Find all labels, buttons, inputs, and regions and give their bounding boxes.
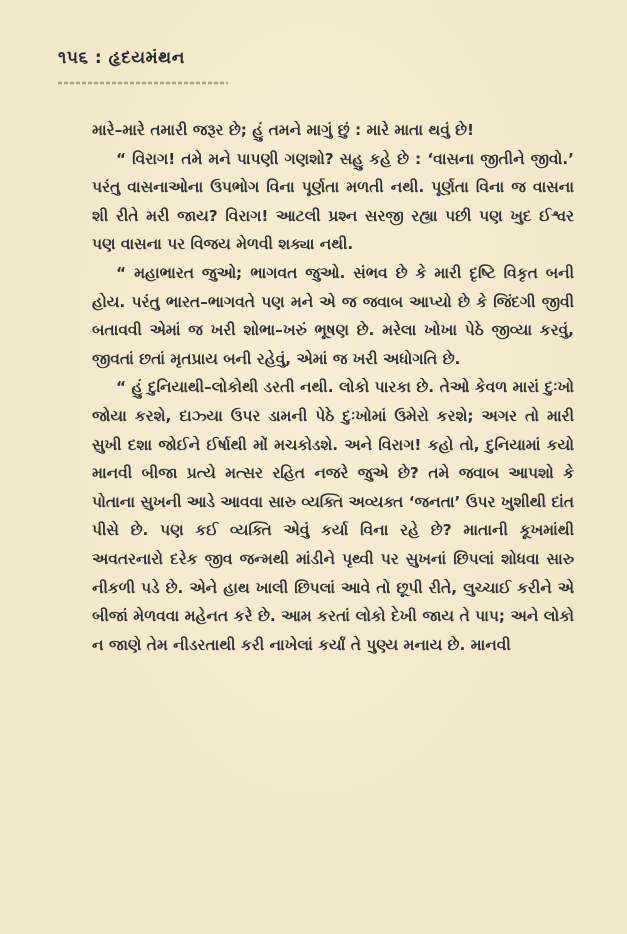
paragraph-4: “ હું દુનિયાથી–લોકોથી ડરતી નથી. લોકો પારકા છે. તેઓ કેવળ મારાં દુઃખો જોયા કરશે, દાઝ્યા ઉપર ડામની પેઠે દુઃખોમાં ઉમેરો કરશે; અગર તો મારી સુખી દશા જોઈને ઈર્ષાથી મોં મચકોડશે. અને વિરાગ! કહો તો, દુનિયામાં કયો માનવી બીજા પ્રત્યે મત્સર રહિત નજરે જુએ છે? તમે જવાબ આપશો કે પોતાના સુખની આડે આવવા સારુ વ્યક્તિ અવ્યક્ત ‘જનતા’ ઉપર ખુશીથી દાંત પીસે છે. પણ કઈ વ્યક્તિ એવું કર્યા વિના રહે છે? માતાની કૂખમાંથી અવતરનારો દરેક જીવ જન્મથી માંડીને પૃથ્વી પર સુખનાં છિપલાં શોધવા સારુ નીકળી પડે છે. એને હાથ ખાલી છિપલાં આવે તો છૂપી રીતે, લુચ્ચાઈ કરીને એ બીજાં મેળવવા મહેનત કરે છે. આમ કરતાં લોકો દેખી જાય તે પાપ; અને લોકો ન જાણે તેમ નીડરતાથી કરી નાખેલાં કર્યાં તે પુણ્ય મનાય છે. માનવી [92,378,574,654]
paragraph-1: મારે–મારે તમારી જરૂર છે; હું તમને માગું છું : મારે માતા થવું છે! [92,121,475,139]
running-head: ૧૫૬ : હૃદયમંથન [58,48,185,68]
header-wavy-underline [58,80,228,86]
body-text [92,116,574,659]
paragraph-3: “ મહાભારત જુઓ; ભાગવત જુઓ. સંભવ છે કે મારી દૃષ્ટિ વિકૃત બની હોય. પરંતુ ભારત–ભાગવતે પણ મને એ જ જવાબ આપ્યો છે કે જિંદગી જીવી બતાવવી એમાં જ ખરી શોભા–ખરું ભૂષણ છે. મરેલા ખોખા પેઠે જીવ્યા કરવું, જીવતાં છતાં મૃતપ્રાય બની રહેવું, એમાં જ ખરી અધોગતિ છે. [92,263,574,368]
paragraph-2: “ વિરાગ! તમે મને પાપણી ગણશો? સહુ કહે છે : ‘વાસના જીતીને જીવો.’ પરંતુ વાસનાઓના ઉપભોગ વિના પૂર્ણતા મળતી નથી. પૂર્ણતા વિના જ વાસના શી રીતે મરી જાય? વિરાગ! આટલી પ્રશ્ન સરજી રહ્યા પછી પણ ખુદ ઈશ્વર પણ વાસના પર વિજય મેળવી શક્યા નથી. [92,149,574,254]
